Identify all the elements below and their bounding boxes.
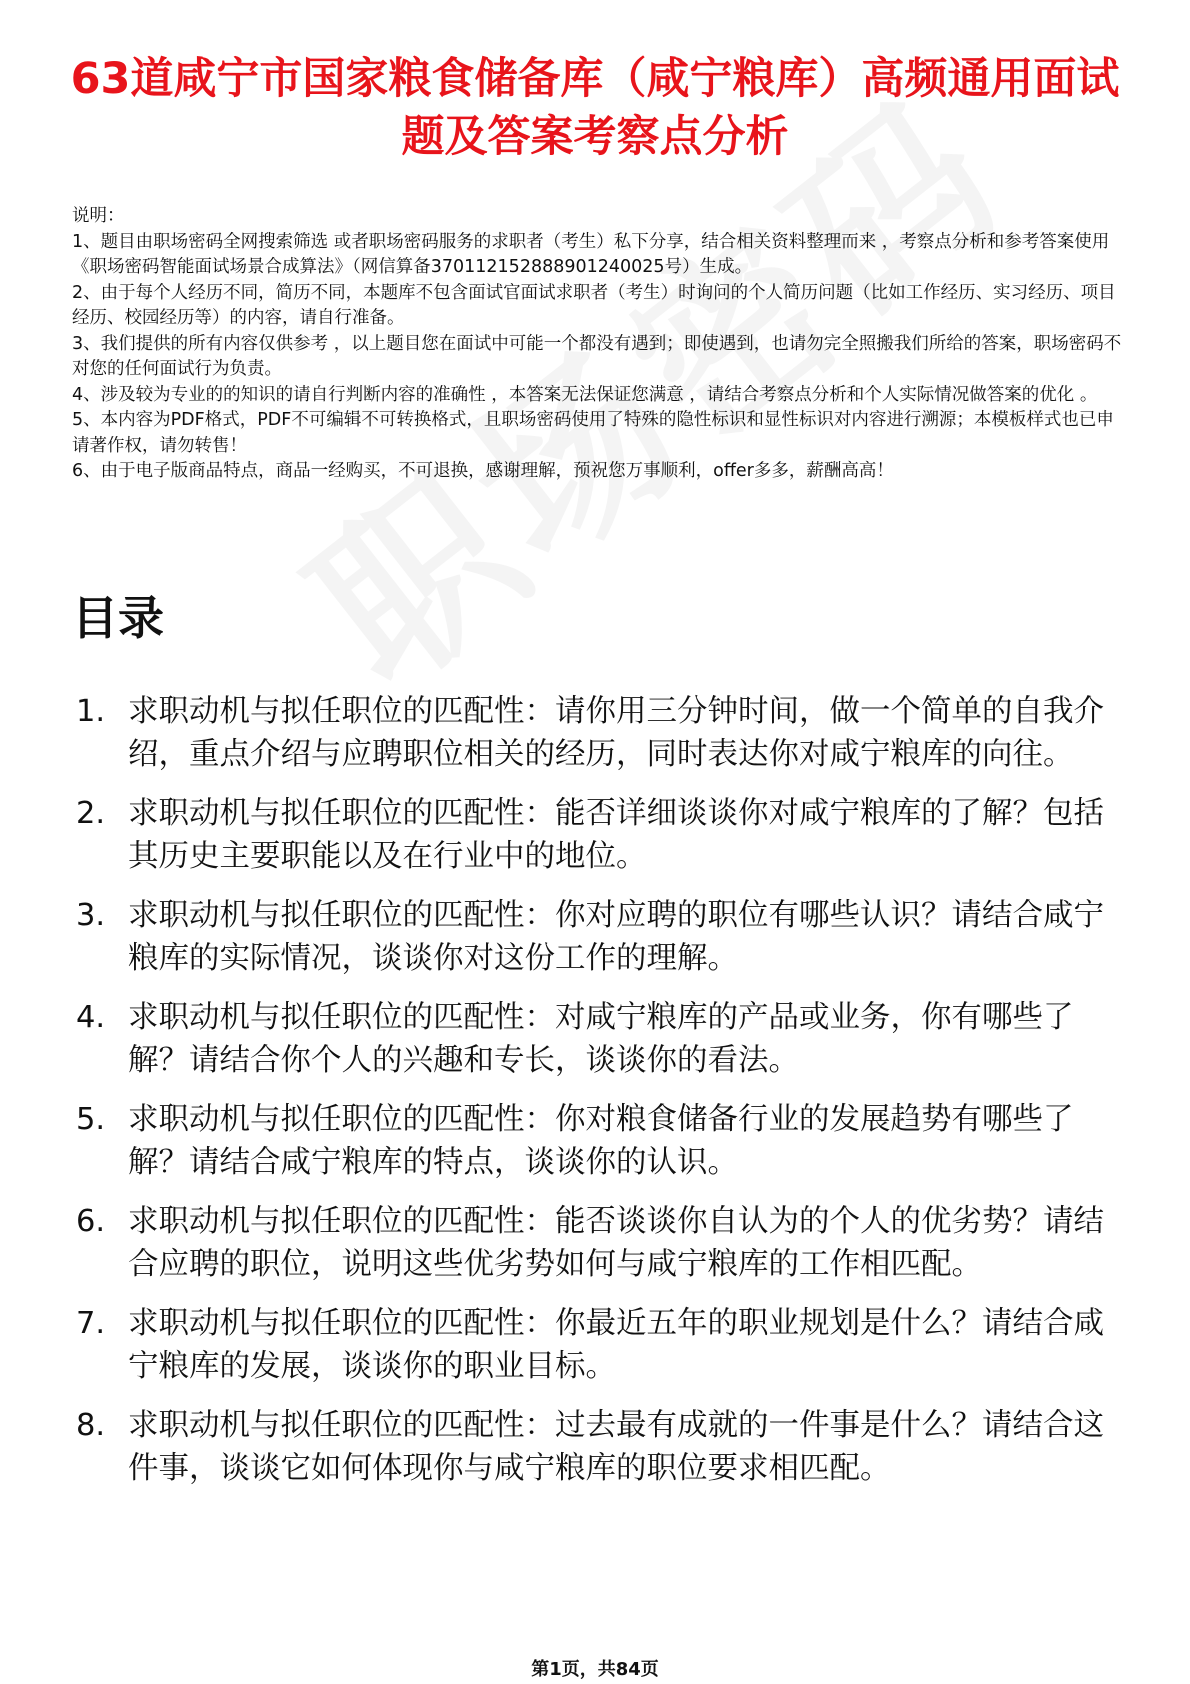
toc-list — [72, 690, 1122, 1506]
toc-item-text: 求职动机与拟任职位的匹配性：请你用三分钟时间，做一个简单的自我介绍，重点介绍与应聘职位相关的经历，同时表达你对咸宁粮库的向往。 — [128, 694, 1104, 772]
note-item: 4、涉及较为专业的的知识的请自行判断内容的准确性 ，本答案无法保证您满意 ，请结合考察点分析和个人实际情况做答案的优化 。 — [72, 384, 1098, 405]
toc-item-number: 6. — [76, 1204, 106, 1239]
toc-item[interactable] — [72, 1200, 1122, 1286]
page-footer: 第1页，共84页 — [531, 1659, 659, 1680]
toc-item-text: 求职动机与拟任职位的匹配性：能否谈谈你自认为的个人的优劣势？请结合应聘的职位，说明这些优劣势如何与咸宁粮库的工作相匹配。 — [128, 1204, 1104, 1282]
note-item: 2、由于每个人经历不同，简历不同，本题库不包含面试官面试求职者（考生）时询问的个人简历问题（比如工作经历、实习经历、项目经历、校园经历等）的内容，请自行准备。 — [72, 282, 1116, 328]
toc-item-number: 4. — [76, 1000, 106, 1035]
toc-item-text: 求职动机与拟任职位的匹配性：你对应聘的职位有哪些认识？请结合咸宁粮库的实际情况，谈谈你对这份工作的理解。 — [128, 898, 1104, 976]
document-title: 63道咸宁市国家粮食储备库（咸宁粮库）高频通用面试题及答案考察点分析 — [70, 54, 1120, 162]
note-item: 5、本内容为PDF格式，PDF不可编辑不可转换格式，且职场密码使用了特殊的隐性标识和显性标识对内容进行溯源；本模板样式也已申请著作权，请勿转售！ — [72, 410, 1114, 456]
toc-item-number: 3. — [76, 898, 106, 933]
notes-section — [72, 204, 1122, 485]
note-item: 1、题目由职场密码全网搜索筛选 或者职场密码服务的求职者（考生）私下分享，结合相关资料整理而来 ，考察点分析和参考答案使用《职场密码智能面试场景合成算法》（网信算备370112152888901240025号）生成。 — [72, 231, 1110, 277]
toc-item[interactable] — [72, 690, 1122, 776]
toc-item[interactable] — [72, 1098, 1122, 1184]
toc-item-text: 求职动机与拟任职位的匹配性：对咸宁粮库的产品或业务，你有哪些了解？请结合你个人的兴趣和专长，谈谈你的看法。 — [128, 1000, 1074, 1078]
toc-item-number: 2. — [76, 796, 106, 831]
toc-item-number: 7. — [76, 1306, 106, 1341]
toc-item-text: 求职动机与拟任职位的匹配性：过去最有成就的一件事是什么？请结合这件事，谈谈它如何体现你与咸宁粮库的职位要求相匹配。 — [128, 1408, 1104, 1486]
toc-item[interactable] — [72, 1302, 1122, 1388]
toc-item[interactable] — [72, 996, 1122, 1082]
toc-item-text: 求职动机与拟任职位的匹配性：能否详细谈谈你对咸宁粮库的了解？包括其历史主要职能以及在行业中的地位。 — [128, 796, 1104, 874]
note-item: 6、由于电子版商品特点，商品一经购买，不可退换，感谢理解，预祝您万事顺利，offer多多，薪酬高高！ — [72, 461, 894, 481]
toc-item-text: 求职动机与拟任职位的匹配性：你对粮食储备行业的发展趋势有哪些了解？请结合咸宁粮库的特点，谈谈你的认识。 — [128, 1102, 1074, 1180]
toc-item-text: 求职动机与拟任职位的匹配性：你最近五年的职业规划是什么？请结合咸宁粮库的发展，谈谈你的职业目标。 — [128, 1306, 1104, 1384]
toc-item-number: 1. — [76, 694, 106, 729]
toc-item[interactable] — [72, 894, 1122, 980]
toc-item[interactable] — [72, 1404, 1122, 1490]
toc-heading: 目录 — [72, 591, 164, 645]
notes-heading: 说明： — [72, 206, 125, 226]
toc-item-number: 8. — [76, 1408, 106, 1443]
note-item: 3、我们提供的所有内容仅供参考 ，以上题目您在面试中可能一个都没有遇到；即使遇到，也请勿完全照搬我们所给的答案，职场密码不对您的任何面试行为负责。 — [72, 333, 1122, 379]
toc-item[interactable] — [72, 792, 1122, 878]
toc-item-number: 5. — [76, 1102, 106, 1137]
